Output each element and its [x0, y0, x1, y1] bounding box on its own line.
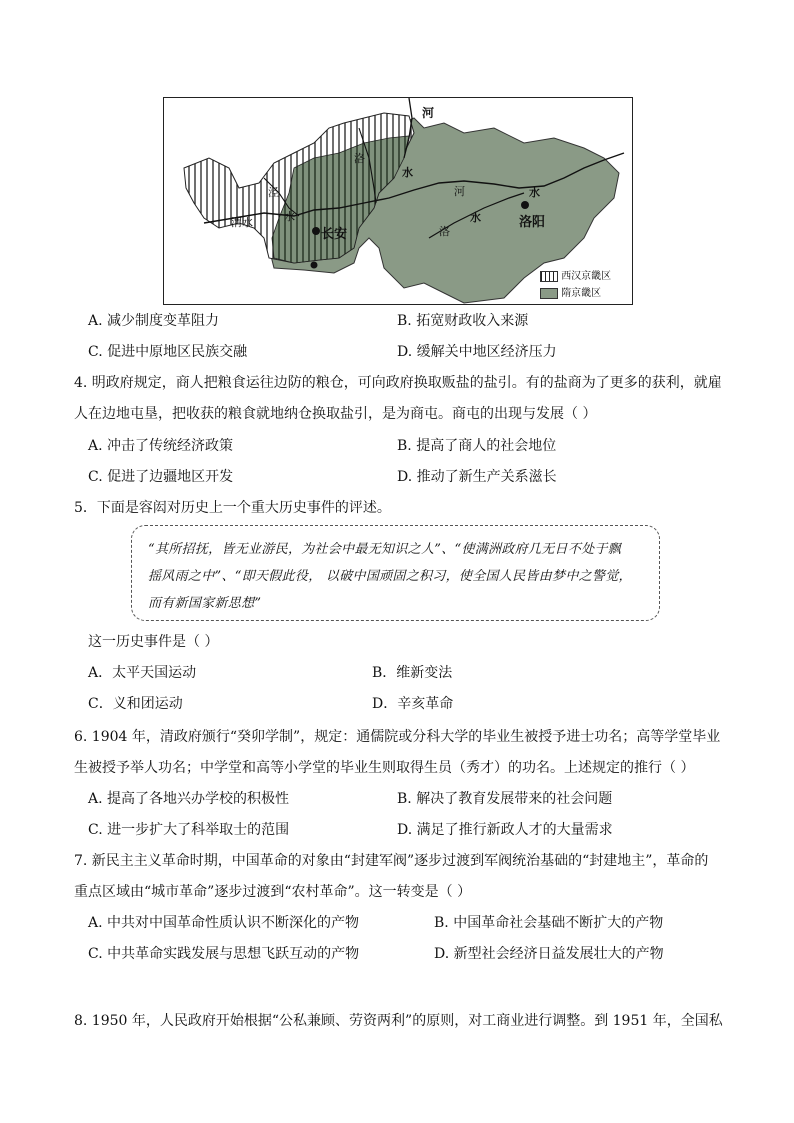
map-label: 河 [454, 185, 465, 198]
q3-option-b[interactable]: B. 拓宽财政收入来源 [397, 313, 529, 329]
map-legend [540, 268, 611, 302]
q7-stem-line2: 重点区域由“城市革命”逐步过渡到“农村革命”。这一转变是（ ） [74, 884, 472, 900]
q5-option-d[interactable]: D．辛亥革命 [372, 696, 454, 712]
q6-option-c[interactable]: C. 进一步扩大了科举取士的范围 [88, 822, 290, 838]
map-label: 洛 [354, 152, 365, 165]
q4-option-b[interactable]: B. 提高了商人的社会地位 [397, 438, 557, 454]
q3-option-c[interactable]: C. 促进中原地区民族交融 [88, 344, 248, 360]
map-label-changan: 长安 [321, 227, 348, 242]
q5-stem-line1: 5．下面是容闳对历史上一个重大历史事件的评述。 [74, 500, 391, 516]
q4-option-a[interactable]: A. 冲击了传统经济政策 [88, 438, 234, 454]
map-label: 水 [529, 186, 540, 199]
q4-option-d[interactable]: D. 推动了新生产关系滋长 [397, 469, 557, 485]
quote-line-1: “其所招抚，皆无业游民，为社会中最无知识之人”、“使满洲政府几无日不处于飘 [148, 542, 622, 557]
historical-map [163, 97, 633, 305]
q7-option-d[interactable]: D. 新型社会经济日益发展壮大的产物 [434, 946, 664, 962]
q5-stem: 这一历史事件是（ ） [88, 634, 219, 650]
q4-option-c[interactable]: C. 促进了边疆地区开发 [88, 469, 234, 485]
map-label: 洛 [439, 225, 450, 238]
q7-stem-line1: 7. 新民主主义革命时期，中国革命的对象由“封建军阀”逐步过渡到军阀统治基础的“封建地主”，革命的 [74, 853, 709, 869]
legend-item-sui: 隋京畿区 [540, 285, 611, 302]
city-dot [311, 262, 318, 269]
luoyang-dot [521, 201, 529, 209]
changan-dot [312, 227, 320, 235]
q6-stem-line2: 生被授予举人功名；中学堂和高等小学堂的毕业生则取得生员（秀才）的功名。上述规定的推行（ ） [74, 760, 695, 776]
map-label: 水 [402, 166, 413, 179]
quote-line-2: 摇风雨之中”、“即天假此役， 以破中国顽固之积习，使全国人民皆由梦中之警觉， [148, 569, 632, 584]
q4-stem-line1: 4. 明政府规定，商人把粮食运往边防的粮仓，可向政府换取贩盐的盐引。有的盐商为了更多的获利，就雇 [74, 375, 722, 391]
map-label: 河 [422, 106, 435, 120]
legend-item-han: 西汉京畿区 [540, 268, 611, 285]
q5-option-a[interactable]: A．太平天国运动 [88, 665, 197, 681]
q6-stem-line1: 6. 1904 年，清政府颁行“癸卯学制”，规定：通儒院或分科大学的毕业生被授予进士功名；高等学堂毕业 [74, 729, 721, 745]
q7-option-b[interactable]: B. 中国革命社会基础不断扩大的产物 [434, 915, 664, 931]
q8-stem-line1: 8. 1950 年，人民政府开始根据“公私兼顾、劳资两利”的原则，对工商业进行调整。到 1951 年，全国私 [74, 1013, 723, 1029]
map-label: 渭水 [231, 216, 253, 229]
q6-option-a[interactable]: A. 提高了各地兴办学校的积极性 [88, 791, 290, 807]
q7-option-c[interactable]: C. 中共革命实践发展与思想飞跃互动的产物 [88, 946, 360, 962]
q7-option-a[interactable]: A. 中共对中国革命性质认识不断深化的产物 [88, 915, 360, 931]
map-label: 水 [284, 210, 295, 223]
map-label-luoyang: 洛阳 [519, 215, 546, 230]
q3-option-a[interactable]: A. 减少制度变革阻力 [88, 313, 220, 329]
q6-option-d[interactable]: D. 满足了推行新政人才的大量需求 [397, 822, 613, 838]
q5-option-b[interactable]: B．维新变法 [372, 665, 453, 681]
map-label: 水 [470, 211, 481, 224]
q6-option-b[interactable]: B. 解决了教育发展带来的社会问题 [397, 791, 613, 807]
q5-option-c[interactable]: C．义和团运动 [88, 696, 183, 712]
quote-line-3: 而有新国家新思想” [148, 596, 262, 611]
q3-option-d[interactable]: D. 缓解关中地区经济压力 [397, 344, 557, 360]
map-label: 泾 [268, 186, 279, 199]
q4-stem-line2: 人在边地屯垦，把收获的粮食就地纳仓换取盐引，是为商屯。商屯的出现与发展（ ） [74, 406, 597, 422]
